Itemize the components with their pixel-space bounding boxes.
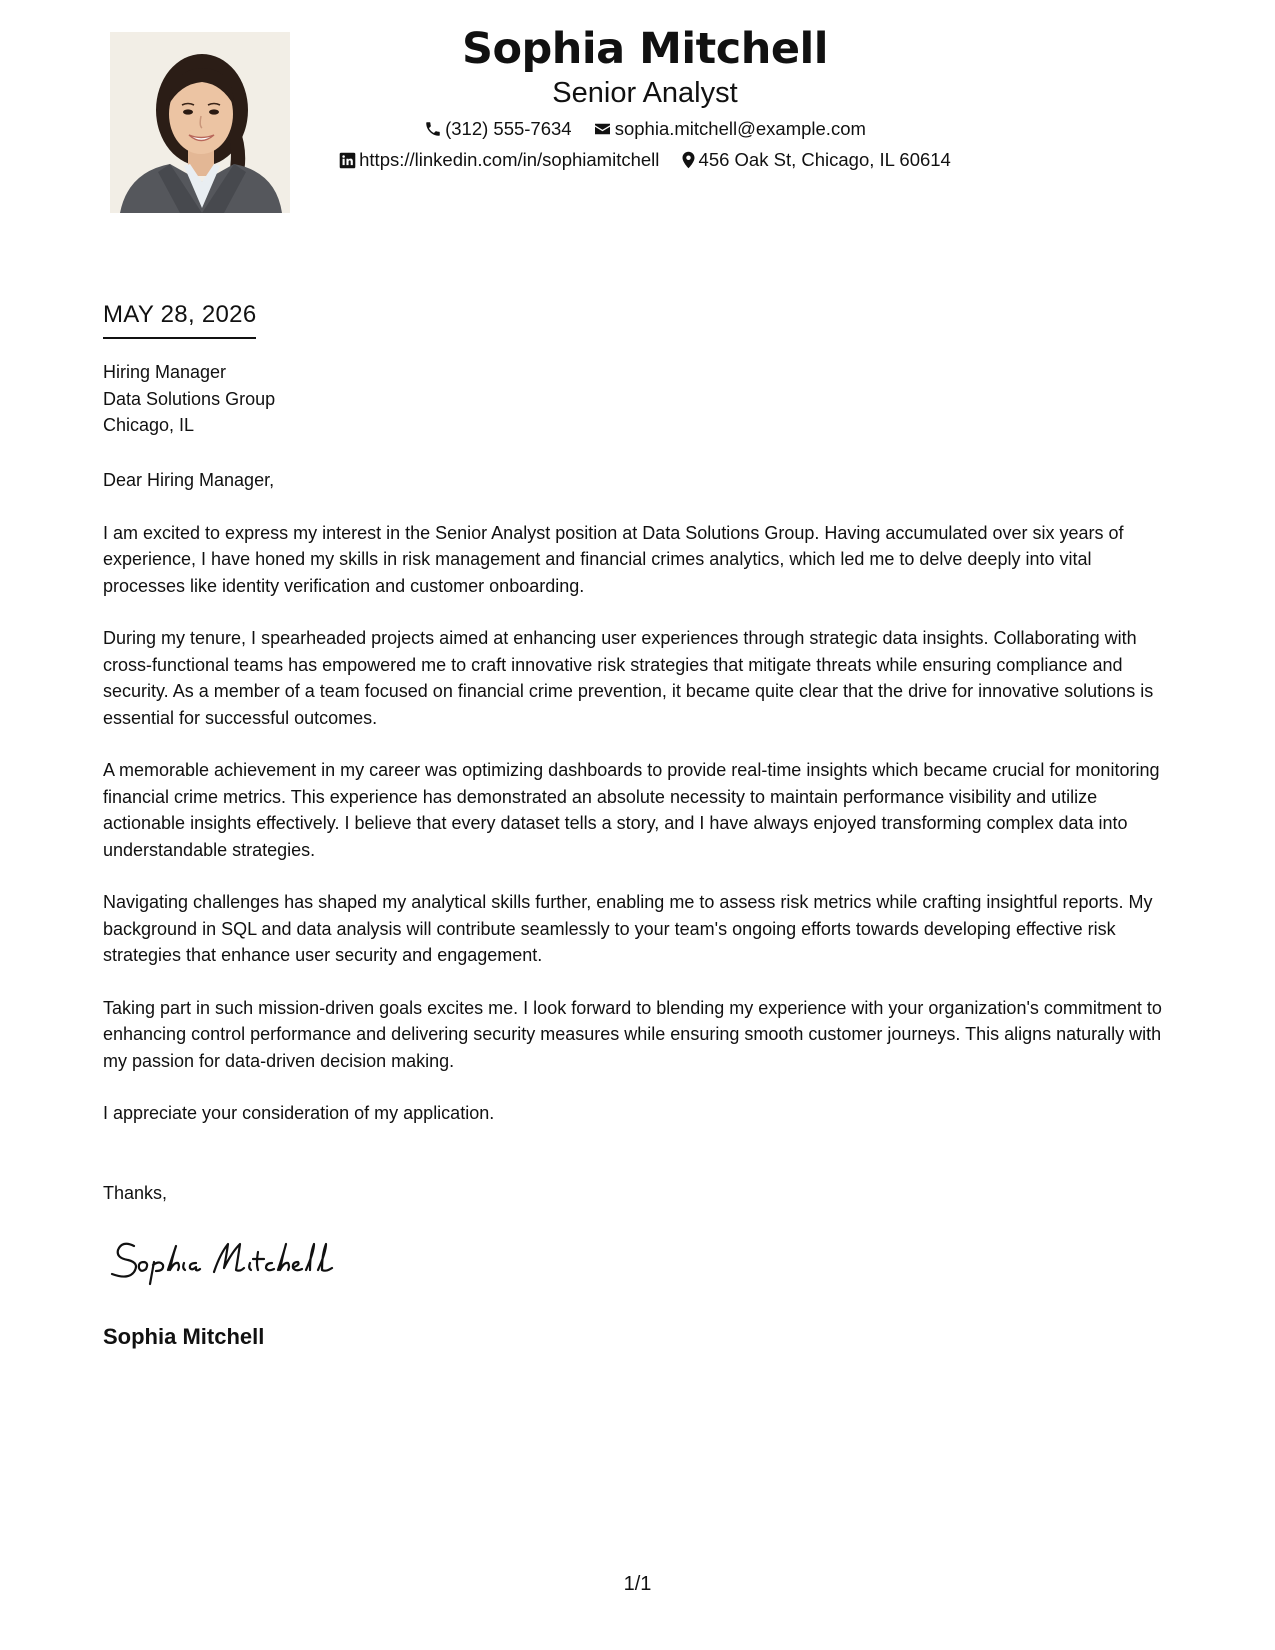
applicant-title: Senior Analyst — [552, 77, 738, 109]
contact-row-1 — [290, 117, 1000, 141]
paragraph-1: I am excited to express my interest in the Senior Analyst position at Data Solutions Group. Having accumulated over six years of experience, I have honed my skills in risk management and financial crimes analytics, which led me to delve deeply into vital processes like identity verification and customer onboarding. — [103, 522, 1124, 596]
map-pin-icon — [681, 151, 696, 169]
recipient-company: Data Solutions Group — [103, 388, 276, 409]
profile-photo — [110, 32, 290, 213]
letter-header — [290, 22, 1000, 172]
page-number: 1/1 — [623, 1573, 652, 1595]
address-contact — [681, 148, 951, 172]
letter-date: MAY 28, 2026 — [103, 299, 256, 339]
envelope-icon — [593, 120, 612, 138]
applicant-name: Sophia Mitchell — [462, 24, 828, 74]
recipient-name: Hiring Manager — [103, 362, 227, 382]
handwritten-signature — [108, 1232, 368, 1288]
signer-name: Sophia Mitchell — [103, 1324, 265, 1349]
phone-icon — [424, 120, 442, 138]
email-text: sophia.mitchell@example.com — [614, 118, 866, 139]
letter-body — [103, 467, 1173, 1153]
linkedin-url[interactable]: https://linkedin.com/in/sophiamitchell — [359, 149, 660, 170]
linkedin-icon — [339, 152, 356, 169]
paragraph-2: During my tenure, I spearheaded projects aimed at enhancing user experiences through strategic data insights. Collaborating with cross-functional teams has empowered me to craft innovative risk strategies that mitigate threats while ensuring compliance and security. As a member of a team focused on financial crime prevention, it became quite clear that the drive for innovative solutions is essential for successful outcomes. — [103, 628, 1154, 728]
linkedin-contact — [339, 148, 659, 172]
paragraph-5: Taking part in such mission-driven goals excites me. I look forward to blending my experience with your organization's commitment to enhancing control performance and delivering security measures while ensuring smooth customer journeys. This aligns naturally with my passion for data-driven decision making. — [103, 997, 1162, 1071]
phone-text: (312) 555-7634 — [445, 118, 572, 139]
paragraph-4: Navigating challenges has shaped my analytical skills further, enabling me to assess risk metrics while crafting insightful reports. My background in SQL and data analysis will contribute seamlessly to your team's ongoing efforts towards developing effective risk strategies that enhance user security and engagement. — [103, 892, 1153, 965]
recipient-location: Chicago, IL — [103, 415, 195, 435]
email-contact — [593, 117, 866, 141]
contact-row-2 — [290, 148, 1000, 172]
paragraph-6: I appreciate your consideration of my application. — [103, 1103, 495, 1123]
address-text: 456 Oak St, Chicago, IL 60614 — [698, 149, 951, 170]
paragraph-3: A memorable achievement in my career was optimizing dashboards to provide real-time insights which became crucial for monitoring financial crime metrics. This experience has demonstrated an absolute necessity to maintain performance visibility and utilize actionable insights effectively. I believe that every dataset tells a story, and I have always enjoyed transforming complex data into understandable strategies. — [103, 760, 1160, 860]
phone-contact — [424, 117, 572, 141]
closing: Thanks, — [103, 1183, 168, 1203]
salutation: Dear Hiring Manager, — [103, 470, 275, 490]
recipient-block — [103, 359, 275, 439]
